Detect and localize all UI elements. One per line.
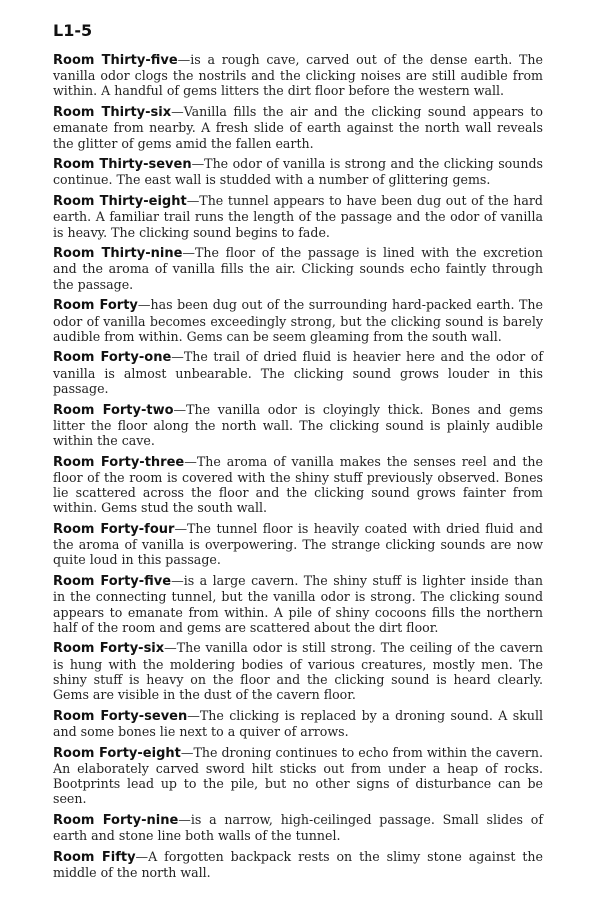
document-page xyxy=(53,22,543,886)
room-title: Room Thirty-seven xyxy=(53,157,192,173)
em-dash: — xyxy=(178,811,191,827)
room-description: A forgotten backpack rests on the slimy stone against the middle of the north wall. xyxy=(53,848,543,881)
em-dash: — xyxy=(177,52,191,67)
em-dash: — xyxy=(184,453,197,469)
room-title: Room Thirty-six xyxy=(53,105,172,121)
room-title: Room Forty-eight xyxy=(53,745,181,761)
room-title: Room Thirty-eight xyxy=(53,194,187,210)
room-description: The floor of the passage is lined with the excretion and the aroma of vanilla fills the air. Clicking sounds echo faintly through the passage. xyxy=(53,245,543,292)
room-title: Room Fifty xyxy=(53,849,136,865)
room-entry xyxy=(53,812,543,843)
room-title: Room Forty-four xyxy=(53,521,175,537)
room-title: Room Thirty-nine xyxy=(53,246,183,262)
em-dash: — xyxy=(191,156,205,172)
em-dash: — xyxy=(186,193,200,209)
room-entry xyxy=(53,349,543,396)
room-description: The odor of vanilla is strong and the clicking sounds continue. The east wall is studded with a number of glittering gems. xyxy=(53,156,543,188)
room-entry xyxy=(53,104,543,151)
room-entry xyxy=(53,640,543,702)
room-title: Room Forty-two xyxy=(53,402,174,418)
room-title: Room Forty-six xyxy=(53,641,165,657)
page-code-heading: L1-5 xyxy=(53,21,93,40)
room-description: The clicking is replaced by a droning sound. A skull and some bones lie next to a quiver of arrows. xyxy=(53,707,544,739)
em-dash: — xyxy=(164,640,177,656)
em-dash: — xyxy=(182,245,195,261)
em-dash: — xyxy=(171,349,184,365)
room-entry xyxy=(53,521,543,568)
room-title: Room Forty-three xyxy=(53,454,185,470)
room-entry xyxy=(53,454,543,516)
room-entry xyxy=(53,745,543,807)
room-description: The vanilla odor is cloyingly thick. Bones and gems litter the floor along the north wall. The clicking sound is plainly audible within the cave. xyxy=(53,401,543,448)
em-dash: — xyxy=(173,401,187,417)
room-description: is a large cavern. The shiny stuff is lighter inside than in the connecting tunnel, but the vanilla odor is strong. The clicking sound appears to emanate from within. A pile of shiny cocoons fills the northern half of the room and gems are scattered about the dirt floor. xyxy=(53,573,543,635)
room-title: Room Forty-one xyxy=(53,350,172,366)
room-entry xyxy=(53,402,543,449)
room-entry xyxy=(53,156,543,187)
em-dash: — xyxy=(171,104,184,120)
room-title: Room Forty xyxy=(53,298,138,314)
em-dash: — xyxy=(137,297,151,313)
room-description: The tunnel appears to have been dug out of the hard earth. A familiar trail runs the length of the passage and the odor of vanilla is heavy. The clicking sound begins to fade. xyxy=(53,193,543,240)
em-dash: — xyxy=(187,707,200,723)
room-description: The trail of dried fluid is heavier here and the odor of vanilla is almost unbearable. The clicking sound grows louder in this passage. xyxy=(53,349,543,396)
room-description: The tunnel floor is heavily coated with dried fluid and the aroma of vanilla is overpowering. The strange clicking sounds are now quite loud in this passage. xyxy=(53,520,543,568)
em-dash: — xyxy=(135,848,149,864)
room-description: The aroma of vanilla makes the senses reel and the floor of the room is covered with the shiny stuff previously observed. Bones lie scattered across the floor and the clicking sound grows fainter from within. Gems stud the south wall. xyxy=(53,453,543,516)
room-description: is a narrow, high-ceilinged passage. Small slides of earth and stone line both walls of the tunnel. xyxy=(53,811,543,844)
room-title: Room Forty-five xyxy=(53,574,172,590)
room-entry xyxy=(53,849,543,880)
room-title: Room Forty-seven xyxy=(53,708,188,724)
room-title: Room Forty-nine xyxy=(53,812,179,828)
room-description: The vanilla odor is still strong. The ceiling of the cavern is hung with the moldering bodies of various creatures, mostly men. The shiny stuff is heavy on the floor and the clicking sound is heard clearly. Gems are visible in the dust of the cavern floor. xyxy=(53,640,543,703)
em-dash: — xyxy=(171,573,184,589)
room-entry xyxy=(53,708,543,739)
room-entry xyxy=(53,193,543,240)
room-entry xyxy=(53,297,543,344)
room-description: is a rough cave, carved out of the dense earth. The vanilla odor clogs the nostrils and the clicking noises are still audible from within. A handful of gems litters the dirt floor before the western wall. xyxy=(53,52,543,99)
room-description: has been dug out of the surrounding hard-packed earth. The odor of vanilla becomes exceedingly strong, but the clicking sound is barely audible from within. Gems can be seem gleaming from the south wall. xyxy=(53,297,543,344)
room-entry xyxy=(53,245,543,292)
em-dash: — xyxy=(174,520,188,536)
room-description: The droning continues to echo from within the cavern. An elaborately carved sword hilt sticks out from under a heap of rocks. Bootprints lead up to the pile, but no other signs of disturbance can be seen. xyxy=(53,744,543,807)
room-title: Room Thirty-five xyxy=(53,53,178,68)
room-entry xyxy=(53,52,543,99)
em-dash: — xyxy=(180,744,194,760)
room-description: Vanilla fills the air and the clicking sound appears to emanate from nearby. A fresh slide of earth against the north wall reveals the glitter of gems amid the fallen earth. xyxy=(53,104,543,151)
room-entry xyxy=(53,573,543,635)
